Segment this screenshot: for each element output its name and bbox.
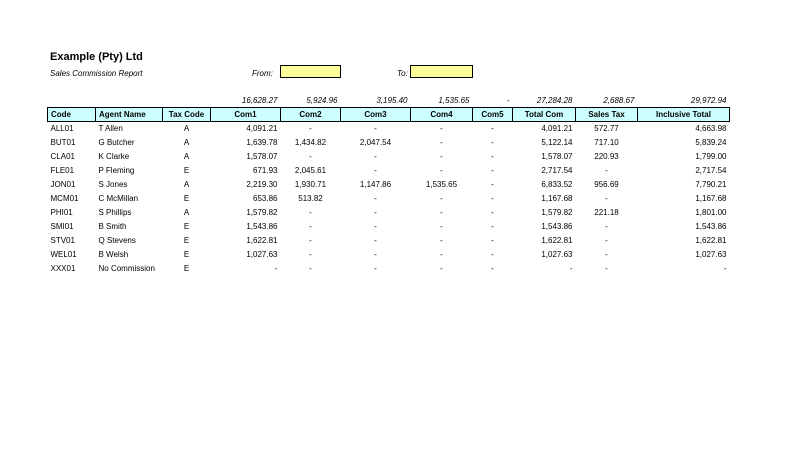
col-header-code: Code bbox=[48, 108, 96, 122]
col-header-sales-tax: Sales Tax bbox=[576, 108, 638, 122]
cell-com4: - bbox=[440, 194, 443, 203]
cell-code: JON01 bbox=[50, 180, 76, 189]
cell-inclusive-total: 2,717.54 bbox=[695, 166, 727, 175]
cell-com2: - bbox=[309, 236, 312, 245]
to-label: To: bbox=[397, 69, 408, 78]
cell-tax-code: E bbox=[183, 236, 190, 245]
from-date-input[interactable] bbox=[280, 65, 341, 78]
cell-total-com: 1,579.82 bbox=[541, 208, 573, 217]
table-row bbox=[48, 164, 730, 178]
cell-sales-tax: 717.10 bbox=[594, 138, 619, 147]
from-label: From: bbox=[252, 69, 273, 78]
cell-com4: 1,535.65 bbox=[425, 180, 458, 189]
cell-com3: - bbox=[374, 250, 377, 259]
col-header-com3: Com3 bbox=[341, 108, 411, 122]
cell-sales-tax: - bbox=[605, 194, 608, 203]
cell-agent-name: B Smith bbox=[98, 222, 127, 231]
cell-com4: - bbox=[440, 152, 443, 161]
cell-com1: 1,578.07 bbox=[246, 152, 278, 161]
cell-com4: - bbox=[440, 138, 443, 147]
cell-com1: 1,639.78 bbox=[246, 138, 278, 147]
cell-com2: - bbox=[309, 124, 312, 133]
cell-agent-name: S Phillips bbox=[98, 208, 132, 217]
col-header-total-com: Total Com bbox=[513, 108, 576, 122]
cell-com5: - bbox=[491, 166, 494, 175]
cell-com3: - bbox=[374, 166, 377, 175]
table-row bbox=[48, 248, 730, 262]
cell-inclusive-total: 1,622.81 bbox=[695, 236, 727, 245]
col-header-com4: Com4 bbox=[411, 108, 473, 122]
cell-code: ALL01 bbox=[50, 124, 74, 133]
cell-tax-code: A bbox=[183, 152, 190, 161]
cell-com3: - bbox=[374, 194, 377, 203]
table-row bbox=[48, 136, 730, 150]
total-com1: 16,628.27 bbox=[241, 96, 278, 105]
cell-agent-name: P Fleming bbox=[98, 166, 135, 175]
cell-com2: - bbox=[309, 152, 312, 161]
cell-inclusive-total: - bbox=[723, 264, 727, 273]
cell-tax-code: E bbox=[183, 222, 190, 231]
cell-com5: - bbox=[491, 194, 494, 203]
cell-tax-code: E bbox=[183, 264, 190, 273]
cell-inclusive-total: 5,839.24 bbox=[695, 138, 727, 147]
cell-com5: - bbox=[491, 152, 494, 161]
cell-com3: 2,047.54 bbox=[359, 138, 392, 147]
total-com5: - bbox=[506, 96, 510, 105]
cell-com1: 4,091.21 bbox=[246, 124, 278, 133]
cell-com2: - bbox=[309, 222, 312, 231]
cell-com4: - bbox=[440, 264, 443, 273]
cell-com1: 653.86 bbox=[253, 194, 278, 203]
cell-com5: - bbox=[491, 138, 494, 147]
table-row bbox=[48, 178, 730, 192]
table-row bbox=[48, 150, 730, 164]
cell-com1: 1,579.82 bbox=[246, 208, 278, 217]
cell-com2: 1,434.82 bbox=[294, 138, 327, 147]
commission-table bbox=[47, 95, 730, 276]
cell-agent-name: G Butcher bbox=[98, 138, 135, 147]
cell-com3: - bbox=[374, 124, 377, 133]
cell-tax-code: A bbox=[183, 138, 190, 147]
cell-tax-code: A bbox=[183, 124, 190, 133]
cell-com2: - bbox=[309, 208, 312, 217]
cell-com2: 2,045.61 bbox=[294, 166, 327, 175]
cell-total-com: 1,167.68 bbox=[541, 194, 573, 203]
cell-com1: 2,219.30 bbox=[246, 180, 278, 189]
cell-code: XXX01 bbox=[50, 264, 76, 273]
totals-row bbox=[48, 95, 730, 108]
company-name: Example (Pty) Ltd bbox=[50, 51, 143, 63]
cell-com4: - bbox=[440, 124, 443, 133]
col-header-tax-code: Tax Code bbox=[163, 108, 211, 122]
cell-agent-name: Q Stevens bbox=[98, 236, 136, 245]
cell-com4: - bbox=[440, 208, 443, 217]
table-row bbox=[48, 192, 730, 206]
cell-total-com: 4,091.21 bbox=[541, 124, 573, 133]
cell-sales-tax: 220.93 bbox=[594, 152, 619, 161]
total-sales-tax: 2,688.67 bbox=[603, 96, 635, 105]
cell-code: BUT01 bbox=[50, 138, 76, 147]
cell-total-com: - bbox=[569, 264, 573, 273]
cell-sales-tax: 572.77 bbox=[594, 124, 619, 133]
cell-inclusive-total: 1,801.00 bbox=[695, 208, 727, 217]
cell-com1: 1,027.63 bbox=[246, 250, 278, 259]
cell-total-com: 1,543.86 bbox=[541, 222, 573, 231]
cell-total-com: 6,833.52 bbox=[541, 180, 573, 189]
cell-code: WEL01 bbox=[50, 250, 77, 259]
cell-com5: - bbox=[491, 208, 494, 217]
cell-com4: - bbox=[440, 222, 443, 231]
col-header-agent-name: Agent Name bbox=[96, 108, 163, 122]
cell-code: SMI01 bbox=[50, 222, 74, 231]
cell-code: PHI01 bbox=[50, 208, 73, 217]
cell-total-com: 1,578.07 bbox=[541, 152, 573, 161]
cell-com5: - bbox=[491, 250, 494, 259]
cell-com1: - bbox=[274, 264, 278, 273]
cell-sales-tax: - bbox=[605, 166, 608, 175]
cell-code: CLA01 bbox=[50, 152, 75, 161]
table-row bbox=[48, 206, 730, 220]
col-header-com1: Com1 bbox=[211, 108, 281, 122]
table-row bbox=[48, 262, 730, 276]
cell-agent-name: B Welsh bbox=[98, 250, 129, 259]
cell-tax-code: E bbox=[183, 250, 190, 259]
cell-com3: - bbox=[374, 152, 377, 161]
total-com4: 1,535.65 bbox=[438, 96, 470, 105]
cell-agent-name: S Jones bbox=[98, 180, 128, 189]
cell-tax-code: E bbox=[183, 166, 190, 175]
cell-sales-tax: 221.18 bbox=[594, 208, 619, 217]
col-header-com2: Com2 bbox=[281, 108, 341, 122]
cell-com4: - bbox=[440, 166, 443, 175]
cell-total-com: 2,717.54 bbox=[541, 166, 573, 175]
col-header-inclusive-total: Inclusive Total bbox=[638, 108, 730, 122]
cell-com1: 1,622.81 bbox=[246, 236, 278, 245]
table-row bbox=[48, 234, 730, 248]
cell-agent-name: C McMillan bbox=[98, 194, 139, 203]
cell-inclusive-total: 1,167.68 bbox=[695, 194, 727, 203]
col-header-com5: Com5 bbox=[473, 108, 513, 122]
cell-com3: - bbox=[374, 208, 377, 217]
cell-com3: 1,147.86 bbox=[359, 180, 392, 189]
total-inclusive: 29,972.94 bbox=[690, 96, 727, 105]
cell-com2: 1,930.71 bbox=[294, 180, 327, 189]
cell-com5: - bbox=[491, 222, 494, 231]
total-total-com: 27,284.28 bbox=[536, 96, 573, 105]
cell-com5: - bbox=[491, 264, 494, 273]
cell-com3: - bbox=[374, 222, 377, 231]
cell-total-com: 1,622.81 bbox=[541, 236, 573, 245]
total-com2: 5,924.96 bbox=[306, 96, 338, 105]
cell-sales-tax: - bbox=[605, 250, 608, 259]
cell-inclusive-total: 4,663.98 bbox=[695, 124, 727, 133]
cell-agent-name: K Clarke bbox=[98, 152, 130, 161]
to-date-input[interactable] bbox=[410, 65, 473, 78]
cell-code: STV01 bbox=[50, 236, 75, 245]
cell-agent-name: T Allen bbox=[98, 124, 123, 133]
cell-com2: - bbox=[309, 264, 312, 273]
cell-com2: - bbox=[309, 250, 312, 259]
cell-com5: - bbox=[491, 180, 494, 189]
cell-com4: - bbox=[440, 236, 443, 245]
cell-com5: - bbox=[491, 236, 494, 245]
total-com3: 3,195.40 bbox=[376, 96, 408, 105]
cell-inclusive-total: 1,799.00 bbox=[695, 152, 727, 161]
cell-code: MCM01 bbox=[50, 194, 79, 203]
cell-sales-tax: 956.69 bbox=[594, 180, 619, 189]
cell-total-com: 1,027.63 bbox=[541, 250, 573, 259]
cell-inclusive-total: 1,543.86 bbox=[695, 222, 727, 231]
table-row bbox=[48, 122, 730, 137]
cell-inclusive-total: 1,027.63 bbox=[695, 250, 727, 259]
cell-inclusive-total: 7,790.21 bbox=[695, 180, 727, 189]
cell-code: FLE01 bbox=[50, 166, 75, 175]
cell-tax-code: A bbox=[183, 208, 190, 217]
cell-com3: - bbox=[374, 264, 377, 273]
header-row bbox=[48, 108, 730, 122]
cell-com1: 1,543.86 bbox=[246, 222, 278, 231]
cell-total-com: 5,122.14 bbox=[541, 138, 573, 147]
cell-sales-tax: - bbox=[605, 264, 608, 273]
cell-com4: - bbox=[440, 250, 443, 259]
cell-agent-name: No Commission bbox=[98, 264, 155, 273]
cell-com5: - bbox=[491, 124, 494, 133]
cell-sales-tax: - bbox=[605, 236, 608, 245]
cell-tax-code: A bbox=[183, 180, 190, 189]
cell-com3: - bbox=[374, 236, 377, 245]
cell-com2: 513.82 bbox=[298, 194, 323, 203]
cell-sales-tax: - bbox=[605, 222, 608, 231]
report-title: Sales Commission Report bbox=[50, 69, 143, 78]
table-row bbox=[48, 220, 730, 234]
cell-com1: 671.93 bbox=[253, 166, 278, 175]
cell-tax-code: E bbox=[183, 194, 190, 203]
